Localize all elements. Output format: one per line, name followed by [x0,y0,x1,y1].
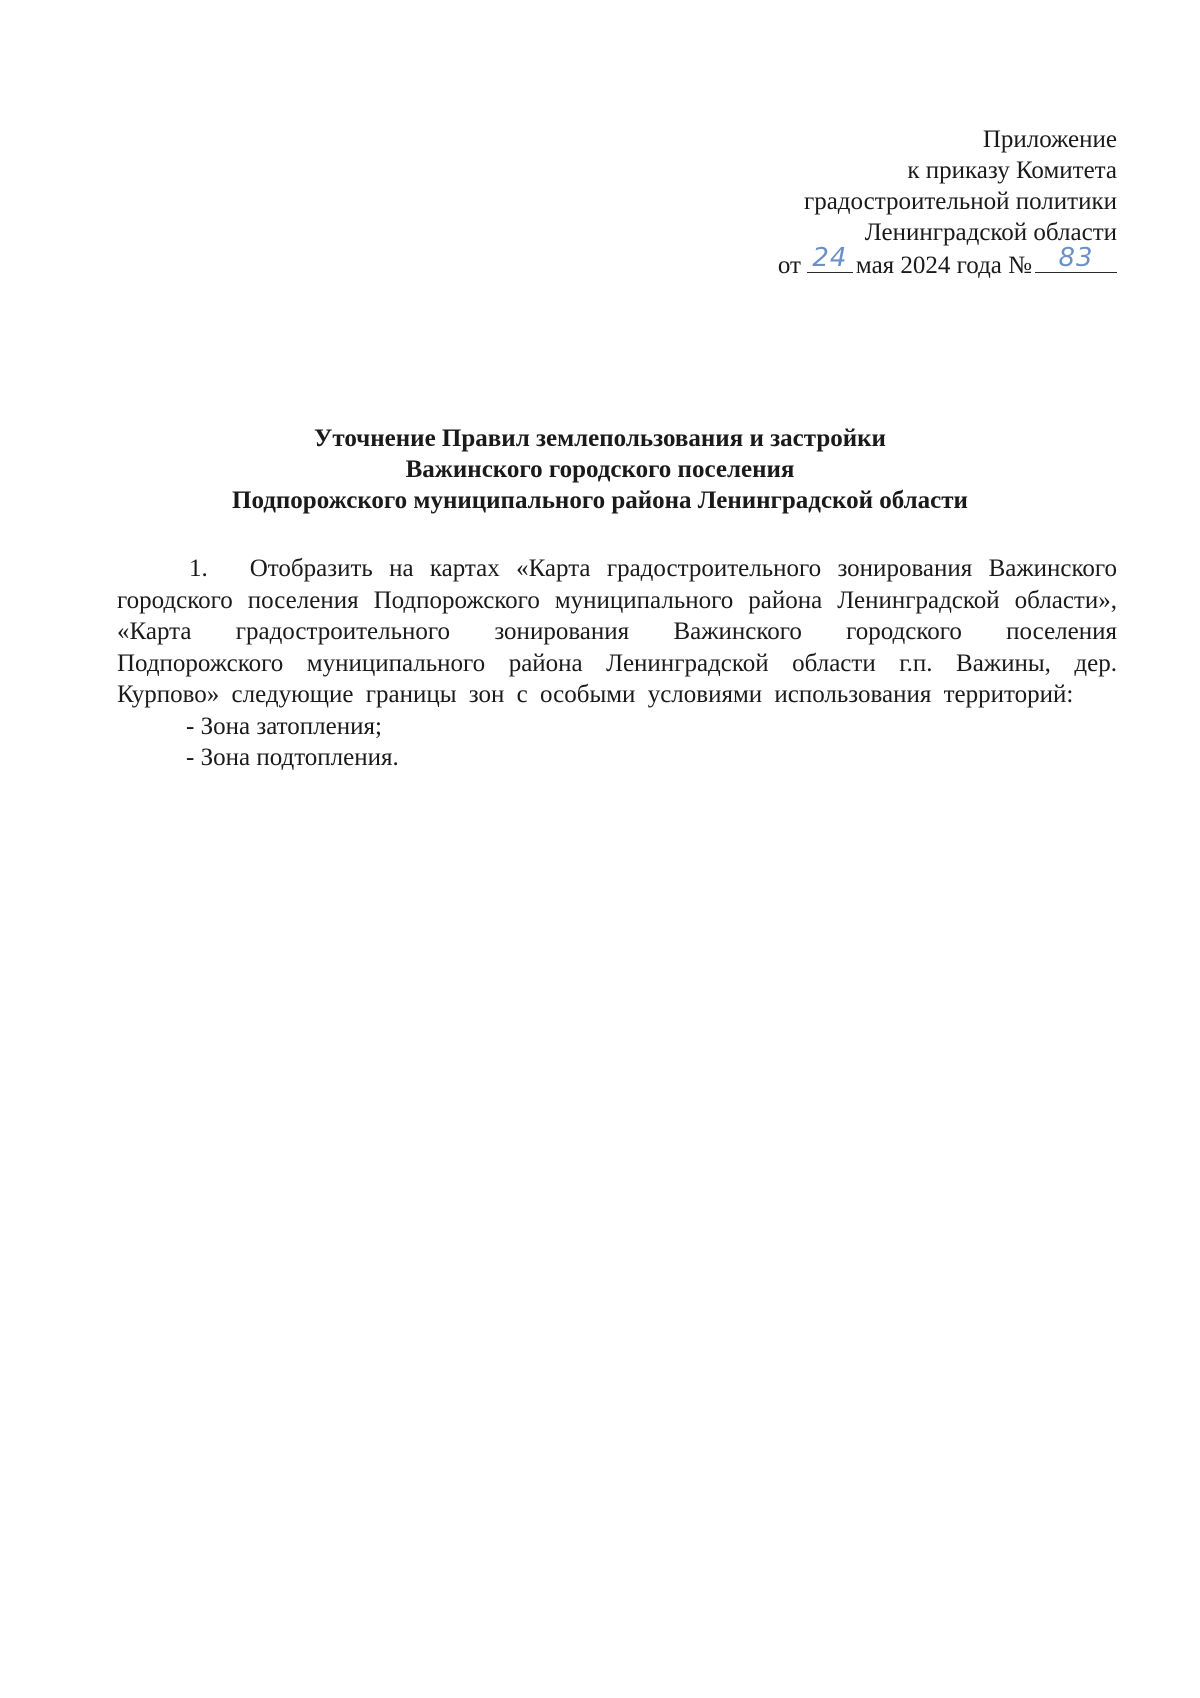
appendix-order-reference: к приказу Комитета [907,157,1117,184]
list-item: - Зона затопления; [186,712,382,740]
date-middle-text: мая 2024 года № [855,252,1032,279]
title-line-2: Важинского городского поселения [405,456,795,483]
paragraph-item-1 [117,553,1117,711]
document-body [117,553,1117,774]
title-line-3: Подпорожского муниципального района Ленинградской области [232,487,968,514]
appendix-region-name: Ленинградской области [864,219,1117,246]
handwritten-day: 24 [812,243,848,273]
document-title [0,423,1200,516]
title-line-1: Уточнение Правил землепользования и застройки [314,425,886,452]
appendix-header [778,124,1117,281]
list-item: - Зона подтопления. [186,744,399,771]
appendix-label: Приложение [982,126,1117,153]
appendix-date-line [777,243,1117,281]
item-text: Отобразить на картах «Карта градостроительного зонирования Важинского городского поселения Подпорожского муниципального района Ленинградской области», «Карта градостроительного зонирования Важинского городского поселения Подпорожского муниципального района Ленинградской области г.п. Важины, дер. Курпово» следующие границы зон с особыми условиями использования территорий: [117,555,1117,708]
day-blank [807,243,853,273]
date-prefix: от [777,252,801,279]
order-number-blank [1035,243,1117,273]
appendix-committee-name: градостроительной политики [803,188,1117,215]
item-number: 1. [189,555,208,582]
handwritten-order-number: 83 [1058,243,1094,273]
